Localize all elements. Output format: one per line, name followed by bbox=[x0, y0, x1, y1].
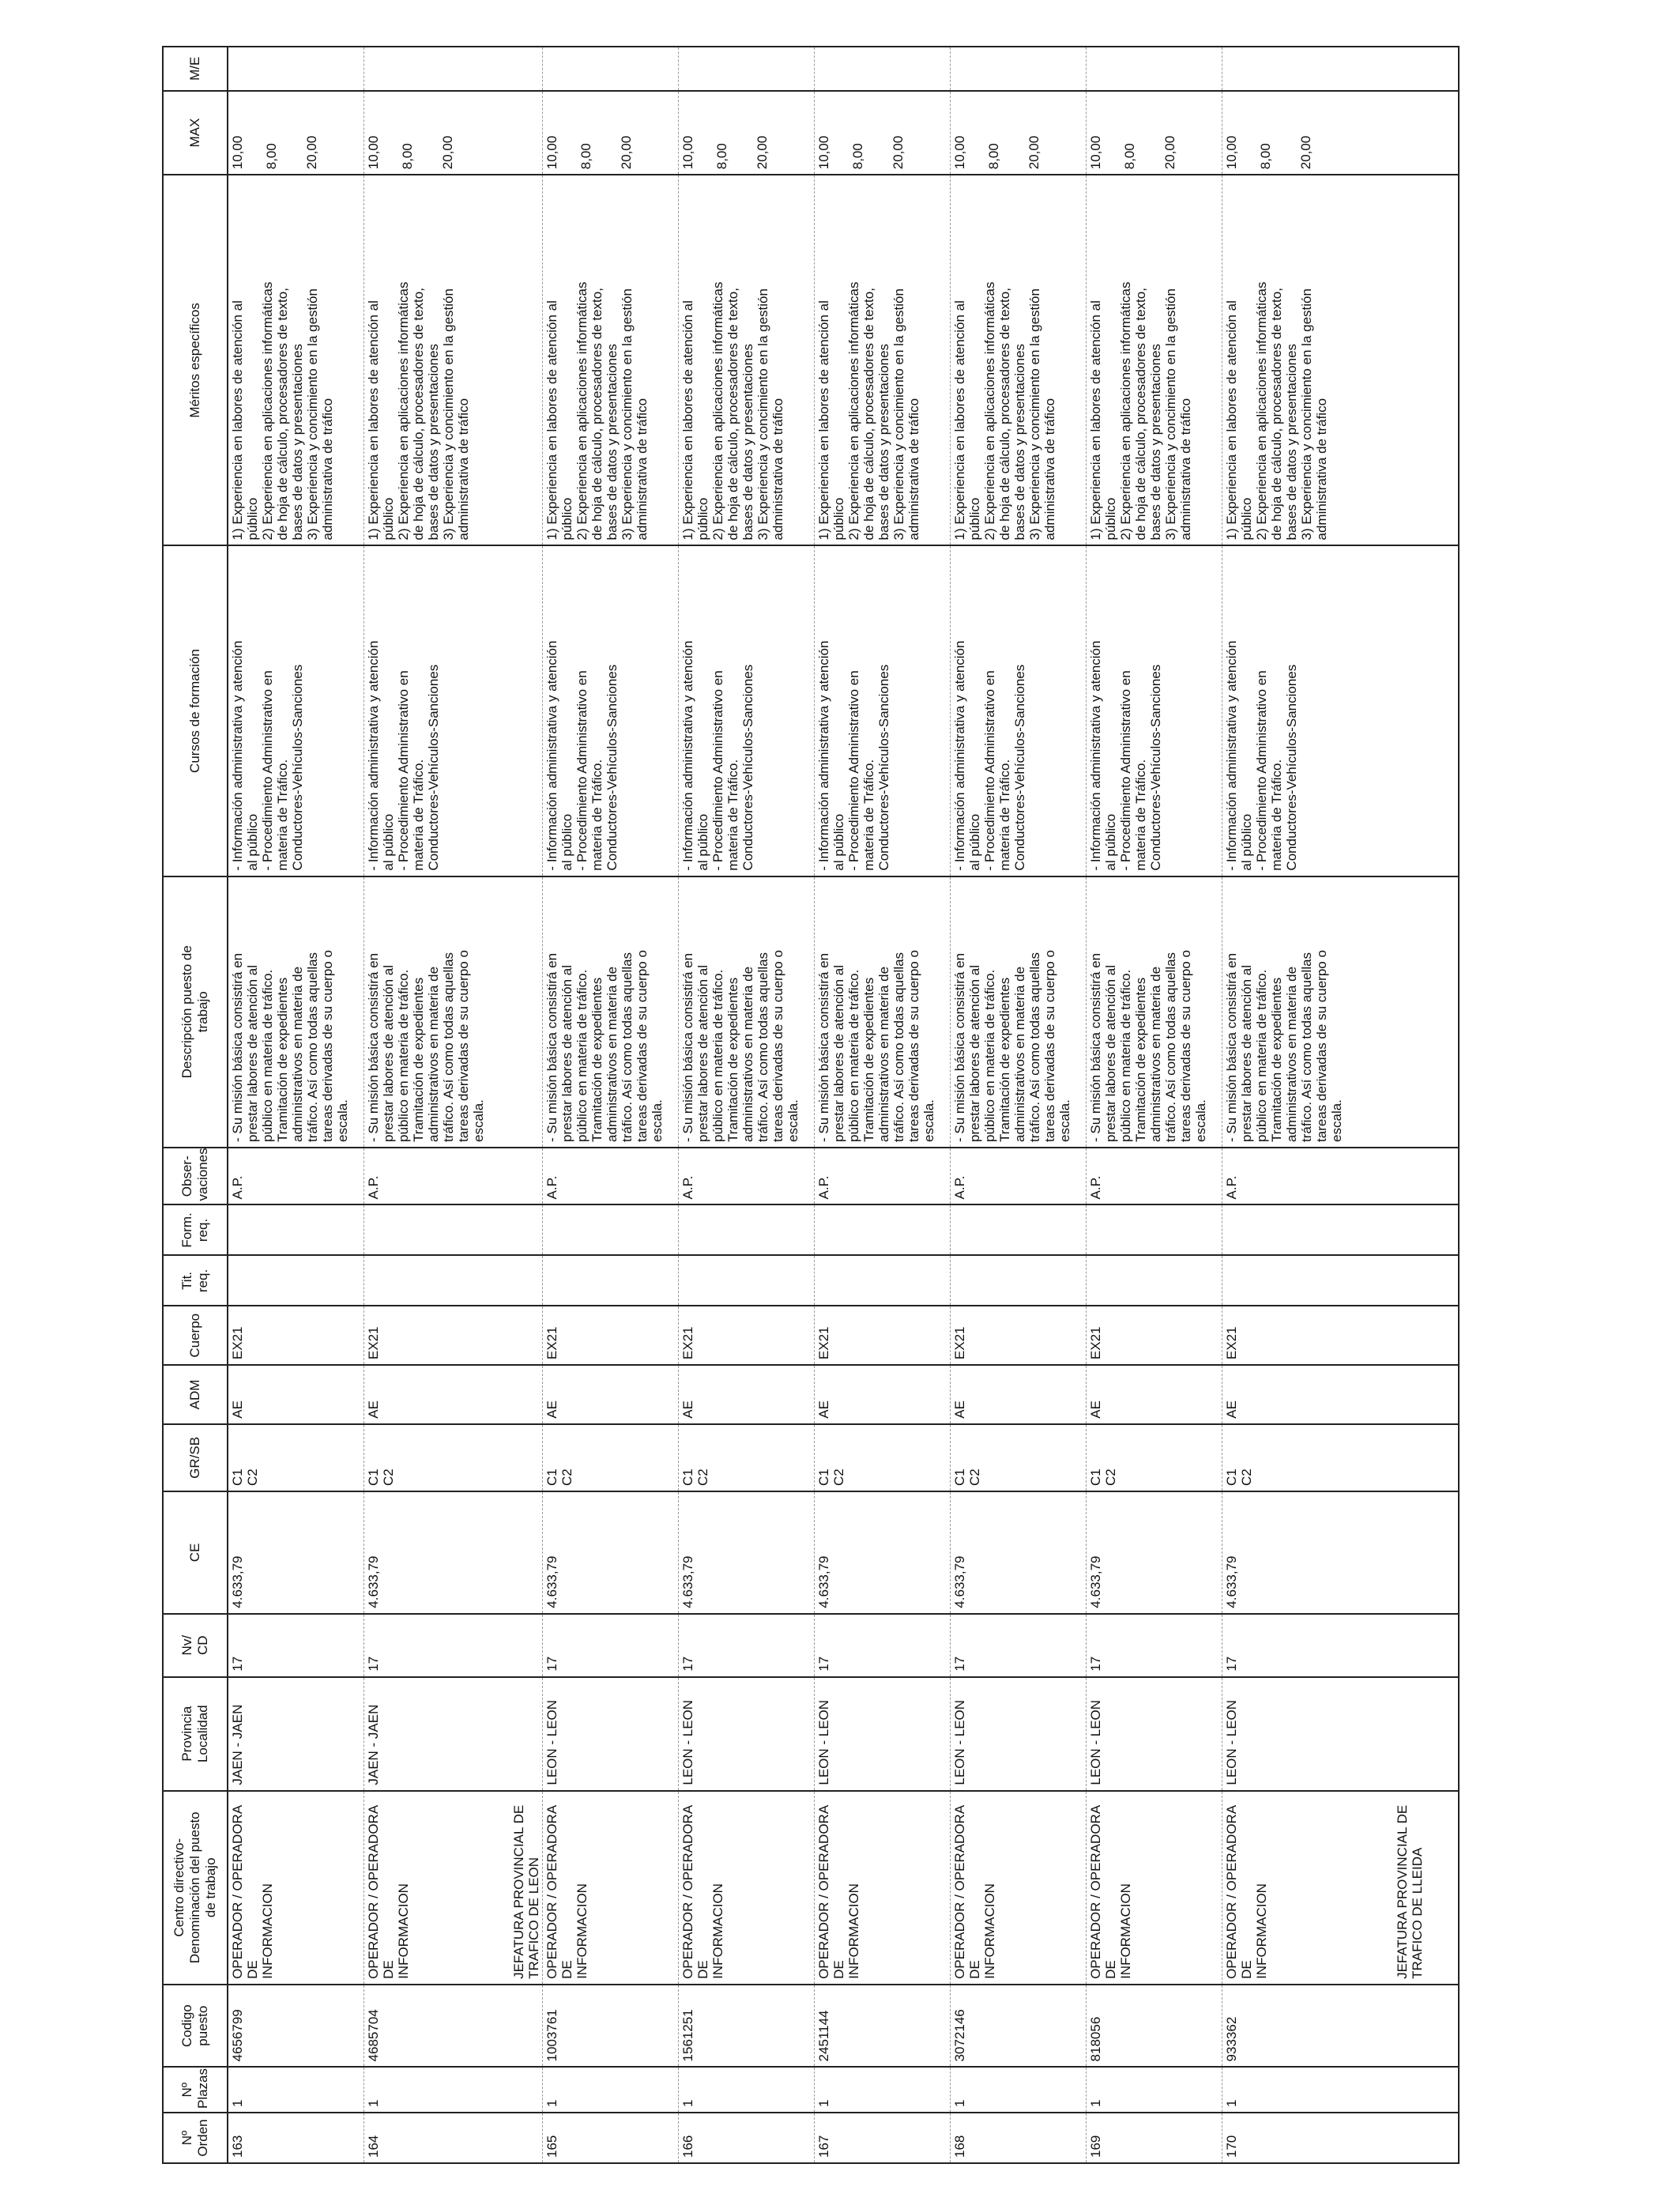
cell-me bbox=[950, 47, 1086, 91]
cell-provincia: JAEN - JAEN bbox=[363, 1677, 542, 1791]
cell-grupo: C1 C2 bbox=[678, 1424, 814, 1491]
cell-titulacion bbox=[228, 1255, 363, 1306]
cell-adm: AE bbox=[542, 1365, 678, 1424]
cell-cuerpo: EX21 bbox=[678, 1306, 814, 1365]
cell-provincia: JAEN - JAEN bbox=[228, 1677, 363, 1791]
cell-max bbox=[814, 91, 950, 175]
header-cuerpo: Cuerpo bbox=[163, 1306, 228, 1365]
header-titulacion: Tit. req. bbox=[163, 1255, 228, 1306]
cell-provincia: LEON - LEON bbox=[542, 1677, 678, 1791]
cell-codigo: 4656799 bbox=[228, 1985, 363, 2068]
cell-plazas: 1 bbox=[814, 2067, 950, 2113]
cell-adm: AE bbox=[814, 1365, 950, 1424]
cell-me bbox=[1086, 47, 1222, 91]
cell-orden: 165 bbox=[542, 2113, 678, 2163]
rotated-page bbox=[162, 46, 1632, 2164]
cell-observaciones: A.P. bbox=[950, 1148, 1086, 1205]
cell-cuerpo: EX21 bbox=[1222, 1306, 1459, 1365]
cell-titulacion bbox=[678, 1255, 814, 1306]
denominacion-text: OPERADOR / OPERADORA DE INFORMACION bbox=[544, 1805, 590, 1979]
cell-cuerpo: EX21 bbox=[363, 1306, 542, 1365]
cell-cuerpo: EX21 bbox=[228, 1306, 363, 1365]
header-orden: Nº Orden bbox=[163, 2113, 228, 2163]
header-nivel: Nv/ CD bbox=[163, 1614, 228, 1677]
cell-formacion bbox=[542, 1204, 678, 1255]
cell-meritos: 1) Experiencia en labores de atención al público 2) Experiencia en aplicaciones informáticas de hoja de cálculo, procesadores de texto, bases de datos y presentaciones 3) Experiencia y concimiento en la gestión administrativa de tráfico bbox=[363, 175, 542, 545]
max-value: 20,00 bbox=[1026, 135, 1042, 170]
cell-formacion bbox=[1086, 1204, 1222, 1255]
header-descripcion: Descripción puesto de trabajo bbox=[163, 876, 228, 1148]
cell-orden: 164 bbox=[363, 2113, 542, 2163]
header-meritos: Méritos específicos bbox=[163, 175, 228, 545]
cell-nivel: 17 bbox=[814, 1614, 950, 1677]
cell-denominacion: OPERADOR / OPERADORA DE INFORMACION bbox=[814, 1791, 950, 1985]
cell-nivel: 17 bbox=[950, 1614, 1086, 1677]
cell-cursos: - Información administrativa y atención al público - Procedimiento Administrativo en materia de Tráfico. Conductores-Vehículos-Sanciones bbox=[542, 546, 678, 876]
cell-max bbox=[678, 91, 814, 175]
max-value: 20,00 bbox=[1162, 135, 1177, 170]
cell-codigo: 4685704 bbox=[363, 1985, 542, 2068]
max-value: 8,00 bbox=[1257, 143, 1273, 170]
cell-plazas: 1 bbox=[228, 2067, 363, 2113]
cell-observaciones: A.P. bbox=[542, 1148, 678, 1205]
cell-denominacion bbox=[510, 1791, 678, 1985]
cell-cursos: - Información administrativa y atención al público - Procedimiento Administrativo en materia de Tráfico. Conductores-Vehículos-Sanciones bbox=[228, 546, 363, 876]
cell-descripcion: - Su misión básica consistirá en prestar labores de atención al público en materia de tráfico. Tramitación de expedientes administrativos en materia de tráfico. Así como todas aquellas tareas derivadas de su cuerpo o escala. bbox=[950, 876, 1086, 1148]
header-ce: CE bbox=[163, 1491, 228, 1614]
cell-meritos: 1) Experiencia en labores de atención al público 2) Experiencia en aplicaciones informáticas de hoja de cálculo, procesadores de texto, bases de datos y presentaciones 3) Experiencia y concimiento en la gestión administrativa de tráfico bbox=[814, 175, 950, 545]
table-row bbox=[1222, 47, 1459, 2163]
header-formacion: Form. req. bbox=[163, 1204, 228, 1255]
cell-descripcion: - Su misión básica consistirá en prestar labores de atención al público en materia de tráfico. Tramitación de expedientes administrativos en materia de tráfico. Así como todas aquellas tareas derivadas de su cuerpo o escala. bbox=[1222, 876, 1459, 1148]
cell-observaciones: A.P. bbox=[1222, 1148, 1459, 1205]
cell-descripcion: - Su misión básica consistirá en prestar labores de atención al público en materia de tráfico. Tramitación de expedientes administrativos en materia de tráfico. Así como todas aquellas tareas derivadas de su cuerpo o escala. bbox=[228, 876, 363, 1148]
cell-plazas: 1 bbox=[542, 2067, 678, 2113]
cell-grupo: C1 C2 bbox=[1222, 1424, 1459, 1491]
cell-nivel: 17 bbox=[228, 1614, 363, 1677]
table-row bbox=[1086, 47, 1222, 2163]
cell-adm: AE bbox=[1086, 1365, 1222, 1424]
cell-titulacion bbox=[363, 1255, 542, 1306]
cell-plazas: 1 bbox=[1086, 2067, 1222, 2113]
max-value: 10,00 bbox=[544, 135, 559, 170]
cell-cuerpo: EX21 bbox=[814, 1306, 950, 1365]
cell-titulacion bbox=[950, 1255, 1086, 1306]
cell-cursos: - Información administrativa y atención al público - Procedimiento Administrativo en materia de Tráfico. Conductores-Vehículos-Sanciones bbox=[1086, 546, 1222, 876]
max-value: 8,00 bbox=[399, 143, 415, 170]
cell-descripcion: - Su misión básica consistirá en prestar labores de atención al público en materia de tráfico. Tramitación de expedientes administrativos en materia de tráfico. Así como todas aquellas tareas derivadas de su cuerpo o escala. bbox=[814, 876, 950, 1148]
header-cursos: Cursos de formación bbox=[163, 546, 228, 876]
cell-codigo: 3072146 bbox=[950, 1985, 1086, 2068]
cell-me bbox=[1222, 47, 1459, 91]
cell-ce: 4.633,79 bbox=[814, 1491, 950, 1614]
cell-grupo: C1 C2 bbox=[814, 1424, 950, 1491]
cell-titulacion bbox=[1222, 1255, 1459, 1306]
table-row bbox=[814, 47, 950, 2163]
jefatura-leon-heading: JEFATURA PROVINCIAL DE TRAFICO DE LEON bbox=[510, 1804, 541, 1979]
max-value: 20,00 bbox=[890, 135, 906, 170]
cell-formacion bbox=[1222, 1204, 1459, 1255]
cell-orden: 170 bbox=[1222, 2113, 1459, 2163]
cell-grupo: C1 C2 bbox=[1086, 1424, 1222, 1491]
cell-max bbox=[1222, 91, 1459, 175]
cell-nivel: 17 bbox=[1222, 1614, 1459, 1677]
cell-me bbox=[542, 47, 678, 91]
max-value: 8,00 bbox=[985, 143, 1001, 170]
cell-meritos: 1) Experiencia en labores de atención al público 2) Experiencia en aplicaciones informáticas de hoja de cálculo, procesadores de texto, bases de datos y presentaciones 3) Experiencia y concimiento en la gestión administrativa de tráfico bbox=[1222, 175, 1459, 545]
max-value: 20,00 bbox=[618, 135, 634, 170]
cell-cuerpo: EX21 bbox=[950, 1306, 1086, 1365]
max-value: 10,00 bbox=[230, 135, 245, 170]
cell-plazas: 1 bbox=[1222, 2067, 1459, 2113]
cell-ce: 4.633,79 bbox=[1086, 1491, 1222, 1614]
cell-nivel: 17 bbox=[542, 1614, 678, 1677]
max-value: 8,00 bbox=[578, 143, 593, 170]
cell-titulacion bbox=[1086, 1255, 1222, 1306]
header-me: M/E bbox=[163, 47, 228, 91]
cell-ce: 4.633,79 bbox=[228, 1491, 363, 1614]
cell-ce: 4.633,79 bbox=[1222, 1491, 1459, 1614]
max-value: 10,00 bbox=[365, 135, 381, 170]
max-value: 20,00 bbox=[1298, 135, 1313, 170]
cell-adm: AE bbox=[678, 1365, 814, 1424]
cell-grupo: C1 C2 bbox=[542, 1424, 678, 1491]
cell-ce: 4.633,79 bbox=[950, 1491, 1086, 1614]
cell-titulacion bbox=[542, 1255, 678, 1306]
cell-grupo: C1 C2 bbox=[228, 1424, 363, 1491]
cell-descripcion: - Su misión básica consistirá en prestar labores de atención al público en materia de tráfico. Tramitación de expedientes administrativos en materia de tráfico. Así como todas aquellas tareas derivadas de su cuerpo o escala. bbox=[542, 876, 678, 1148]
cell-codigo: 1003761 bbox=[542, 1985, 678, 2068]
cell-descripcion: - Su misión básica consistirá en prestar labores de atención al público en materia de tráfico. Tramitación de expedientes administrativos en materia de tráfico. Así como todas aquellas tareas derivadas de su cuerpo o escala. bbox=[363, 876, 542, 1148]
cell-denominacion bbox=[1222, 1791, 1459, 1985]
cell-max bbox=[950, 91, 1086, 175]
header-provincia: Provincia Localidad bbox=[163, 1677, 228, 1791]
cell-adm: AE bbox=[228, 1365, 363, 1424]
max-value: 10,00 bbox=[951, 135, 967, 170]
cell-cursos: - Información administrativa y atención al público - Procedimiento Administrativo en materia de Tráfico. Conductores-Vehículos-Sanciones bbox=[678, 546, 814, 876]
cell-provincia: LEON - LEON bbox=[1222, 1677, 1459, 1791]
cell-orden: 167 bbox=[814, 2113, 950, 2163]
table-row bbox=[542, 47, 678, 2163]
cell-grupo: C1 C2 bbox=[950, 1424, 1086, 1491]
cell-observaciones: A.P. bbox=[228, 1148, 363, 1205]
max-value: 10,00 bbox=[1223, 135, 1239, 170]
jefatura-lleida-heading: JEFATURA PROVINCIAL DE TRAFICO DE LLEIDA bbox=[1394, 1804, 1425, 1979]
table-row bbox=[228, 47, 363, 2163]
cell-observaciones: A.P. bbox=[1086, 1148, 1222, 1205]
cell-max bbox=[228, 91, 363, 175]
cell-plazas: 1 bbox=[363, 2067, 542, 2113]
cell-plazas: 1 bbox=[950, 2067, 1086, 2113]
header-centro: Centro directivo- Denominación del puesto de trabajo bbox=[163, 1791, 228, 1985]
cell-cursos: - Información administrativa y atención al público - Procedimiento Administrativo en materia de Tráfico. Conductores-Vehículos-Sanciones bbox=[814, 546, 950, 876]
cell-cursos: - Información administrativa y atención al público - Procedimiento Administrativo en materia de Tráfico. Conductores-Vehículos-Sanciones bbox=[950, 546, 1086, 876]
cell-denominacion: OPERADOR / OPERADORA DE INFORMACION bbox=[1086, 1791, 1222, 1985]
table-row bbox=[950, 47, 1086, 2163]
cell-adm: AE bbox=[950, 1365, 1086, 1424]
max-value: 20,00 bbox=[439, 135, 455, 170]
cell-nivel: 17 bbox=[678, 1614, 814, 1677]
cell-adm: AE bbox=[363, 1365, 542, 1424]
cell-orden: 168 bbox=[950, 2113, 1086, 2163]
cell-meritos: 1) Experiencia en labores de atención al público 2) Experiencia en aplicaciones informáticas de hoja de cálculo, procesadores de texto, bases de datos y presentaciones 3) Experiencia y concimiento en la gestión administrativa de tráfico bbox=[950, 175, 1086, 545]
max-value: 20,00 bbox=[304, 135, 319, 170]
cell-formacion bbox=[678, 1204, 814, 1255]
cell-observaciones: A.P. bbox=[363, 1148, 542, 1205]
cell-adm: AE bbox=[1222, 1365, 1459, 1424]
cell-formacion bbox=[950, 1204, 1086, 1255]
cell-provincia: LEON - LEON bbox=[950, 1677, 1086, 1791]
cell-cursos: - Información administrativa y atención al público - Procedimiento Administrativo en materia de Tráfico. Conductores-Vehículos-Sanciones bbox=[1222, 546, 1459, 876]
cell-denominacion: OPERADOR / OPERADORA DE INFORMACION bbox=[228, 1791, 363, 1985]
cell-max bbox=[363, 91, 542, 175]
max-value: 8,00 bbox=[1121, 143, 1137, 170]
cell-nivel: 17 bbox=[1086, 1614, 1222, 1677]
cell-cuerpo: EX21 bbox=[542, 1306, 678, 1365]
denominacion-text: OPERADOR / OPERADORA DE INFORMACION bbox=[1223, 1805, 1269, 1979]
cell-provincia: LEON - LEON bbox=[814, 1677, 950, 1791]
table-row bbox=[678, 47, 814, 2163]
cell-meritos: 1) Experiencia en labores de atención al público 2) Experiencia en aplicaciones informáticas de hoja de cálculo, procesadores de texto, bases de datos y presentaciones 3) Experiencia y concimiento en la gestión administrativa de tráfico bbox=[228, 175, 363, 545]
max-value: 10,00 bbox=[680, 135, 695, 170]
cell-descripcion: - Su misión básica consistirá en prestar labores de atención al público en materia de tráfico. Tramitación de expedientes administrativos en materia de tráfico. Así como todas aquellas tareas derivadas de su cuerpo o escala. bbox=[678, 876, 814, 1148]
cell-meritos: 1) Experiencia en labores de atención al público 2) Experiencia en aplicaciones informáticas de hoja de cálculo, procesadores de texto, bases de datos y presentaciones 3) Experiencia y concimiento en la gestión administrativa de tráfico bbox=[678, 175, 814, 545]
cell-codigo: 933362 bbox=[1222, 1985, 1459, 2068]
max-value: 8,00 bbox=[264, 143, 279, 170]
cell-nivel: 17 bbox=[363, 1614, 542, 1677]
cell-orden: 169 bbox=[1086, 2113, 1222, 2163]
cell-codigo: 818056 bbox=[1086, 1985, 1222, 2068]
positions-table bbox=[162, 46, 1460, 2164]
header-codigo: Codigo puesto bbox=[163, 1985, 228, 2068]
cell-formacion bbox=[228, 1204, 363, 1255]
cell-provincia: LEON - LEON bbox=[1086, 1677, 1222, 1791]
header-max: MAX bbox=[163, 91, 228, 175]
cell-cursos: - Información administrativa y atención al público - Procedimiento Administrativo en materia de Tráfico. Conductores-Vehículos-Sanciones bbox=[363, 546, 542, 876]
cell-me bbox=[814, 47, 950, 91]
header-observaciones: Obser- vaciones bbox=[163, 1148, 228, 1205]
cell-ce: 4.633,79 bbox=[363, 1491, 542, 1614]
cell-codigo: 1561251 bbox=[678, 1985, 814, 2068]
cell-meritos: 1) Experiencia en labores de atención al público 2) Experiencia en aplicaciones informáticas de hoja de cálculo, procesadores de texto, bases de datos y presentaciones 3) Experiencia y concimiento en la gestión administrativa de tráfico bbox=[1086, 175, 1222, 545]
cell-denominacion: OPERADOR / OPERADORA DE INFORMACION bbox=[363, 1791, 542, 1985]
cell-descripcion: - Su misión básica consistirá en prestar labores de atención al público en materia de tráfico. Tramitación de expedientes administrativos en materia de tráfico. Así como todas aquellas tareas derivadas de su cuerpo o escala. bbox=[1086, 876, 1222, 1148]
max-value: 10,00 bbox=[816, 135, 831, 170]
header-adm: ADM bbox=[163, 1365, 228, 1424]
cell-observaciones: A.P. bbox=[678, 1148, 814, 1205]
cell-provincia: LEON - LEON bbox=[678, 1677, 814, 1791]
cell-codigo: 2451144 bbox=[814, 1985, 950, 2068]
cell-ce: 4.633,79 bbox=[678, 1491, 814, 1614]
cell-orden: 166 bbox=[678, 2113, 814, 2163]
cell-me bbox=[228, 47, 363, 91]
header-row bbox=[163, 47, 228, 2163]
cell-grupo: C1 C2 bbox=[363, 1424, 542, 1491]
cell-me bbox=[678, 47, 814, 91]
cell-observaciones: A.P. bbox=[814, 1148, 950, 1205]
max-value: 8,00 bbox=[849, 143, 865, 170]
cell-orden: 163 bbox=[228, 2113, 363, 2163]
cell-cuerpo: EX21 bbox=[1086, 1306, 1222, 1365]
cell-formacion bbox=[814, 1204, 950, 1255]
header-plazas: Nº Plazas bbox=[163, 2067, 228, 2113]
max-value: 8,00 bbox=[714, 143, 729, 170]
cell-ce: 4.633,79 bbox=[542, 1491, 678, 1614]
cell-meritos: 1) Experiencia en labores de atención al público 2) Experiencia en aplicaciones informáticas de hoja de cálculo, procesadores de texto, bases de datos y presentaciones 3) Experiencia y concimiento en la gestión administrativa de tráfico bbox=[542, 175, 678, 545]
cell-titulacion bbox=[814, 1255, 950, 1306]
cell-max bbox=[1086, 91, 1222, 175]
max-value: 10,00 bbox=[1087, 135, 1103, 170]
cell-formacion bbox=[363, 1204, 542, 1255]
header-grupo: GR/SB bbox=[163, 1424, 228, 1491]
cell-plazas: 1 bbox=[678, 2067, 814, 2113]
cell-max bbox=[542, 91, 678, 175]
cell-denominacion: OPERADOR / OPERADORA DE INFORMACION bbox=[950, 1791, 1086, 1985]
max-value: 20,00 bbox=[754, 135, 770, 170]
cell-denominacion: OPERADOR / OPERADORA DE INFORMACION bbox=[678, 1791, 814, 1985]
cell-me bbox=[363, 47, 542, 91]
